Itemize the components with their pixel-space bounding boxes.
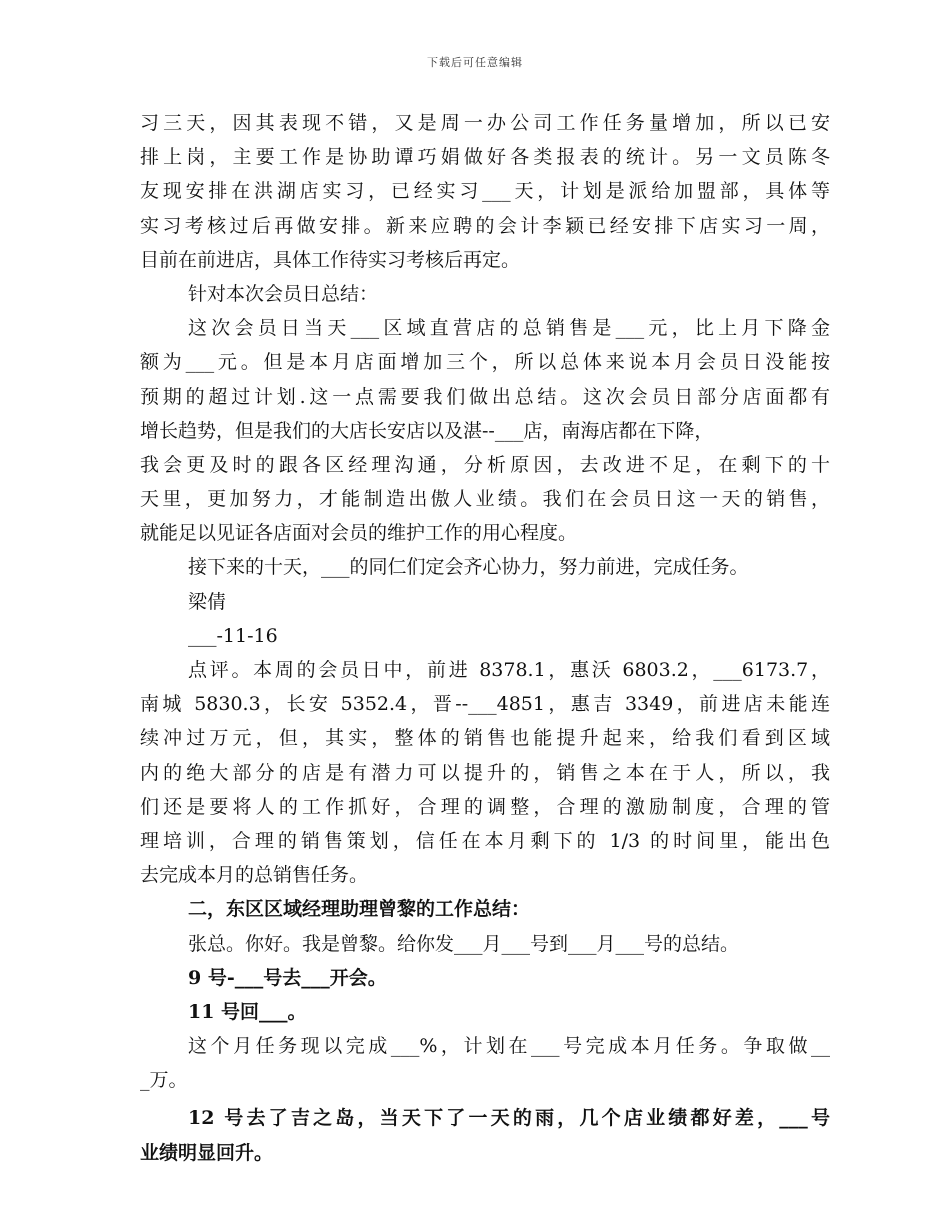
text-line: 续冲过万元，但，其实，整体的销售也能提升起来，给我们看到区域: [140, 727, 830, 750]
text-line: 排上岗，主要工作是协助谭巧娟做好各类报表的统计。另一文员陈冬: [140, 146, 830, 169]
text-line: 目前在前进店，具体工作待实习考核后再定。: [140, 248, 521, 271]
text-line: 友现安排在洪湖店实习，已经实习___天，计划是派给加盟部，具体等: [140, 180, 830, 203]
text-line: 接下来的十天，___的同仁们定会齐心协力，努力前进，完成任务。: [188, 556, 749, 579]
section-heading: 二，东区区域经理助理曾黎的工作总结：: [188, 898, 531, 921]
text-line: 这个月任务现以完成___%，计划在___号完成本月任务。争取做__: [188, 1035, 830, 1058]
text-line: 12 号去了吉之岛，当天下了一天的雨，几个店业绩都好差，___号: [188, 1107, 830, 1130]
text-line: 就能足以见证各店面对会员的维护工作的用心程度。: [140, 522, 578, 545]
page-header: 下载后可任意编辑: [427, 56, 523, 69]
text-line: 这次会员日当天___区域直营店的总销售是___元，比上月下降金: [188, 317, 830, 340]
text-line: 内的绝大部分的店是有潜力可以提升的，销售之本在于人，所以，我: [140, 761, 830, 784]
document-body: [140, 106, 830, 1170]
text-line: 张总。你好。我是曾黎。给你发___月___号到___月___号的总结。: [188, 932, 740, 955]
text-line: 理培训，合理的销售策划，信任在本月剩下的 1/3 的时间里，能出色: [140, 829, 830, 852]
text-line: 我会更及时的跟各区经理沟通，分析原因，去改进不足，在剩下的十: [140, 453, 830, 476]
text-line: 去完成本月的总销售任务。: [140, 864, 369, 887]
text-line: 实习考核过后再做安排。新来应聘的会计李颖已经安排下店实习一周，: [140, 214, 830, 237]
signature-date: ___-11-16: [188, 624, 278, 647]
text-line: 们还是要将人的工作抓好，合理的调整，合理的激励制度，合理的管: [140, 795, 830, 818]
signature-name: 梁倩: [188, 590, 227, 613]
text-line: 9 号-___号去___开会。: [188, 966, 387, 989]
text-line: _万。: [140, 1069, 188, 1092]
text-line: 南城 5830.3，长安 5352.4，晋--___4851，惠吉 3349，前进店未能连: [140, 693, 830, 716]
text-line: 额为___元。但是本月店面增加三个，所以总体来说本月会员日没能按: [140, 351, 830, 374]
text-line: 天里，更加努力，才能制造出傲人业绩。我们在会员日这一天的销售，: [140, 488, 830, 511]
text-line: 11 号回___。: [188, 1000, 307, 1023]
text-line: 增长趋势，但是我们的大店长安店以及湛--___店，南海店都在下降，: [140, 419, 714, 442]
text-line: 点评。本周的会员日中，前进 8378.1，惠沃 6803.2，___6173.7，: [188, 659, 830, 681]
text-line: 预期的超过计划.这一点需要我们做出总结。这次会员日部分店面都有: [140, 385, 830, 408]
text-line: 业绩明显回升。: [140, 1141, 274, 1164]
text-line: 习三天，因其表现不错，又是周一办公司工作任务量增加，所以已安: [140, 112, 830, 134]
section-heading: 针对本次会员日总结：: [188, 282, 379, 305]
